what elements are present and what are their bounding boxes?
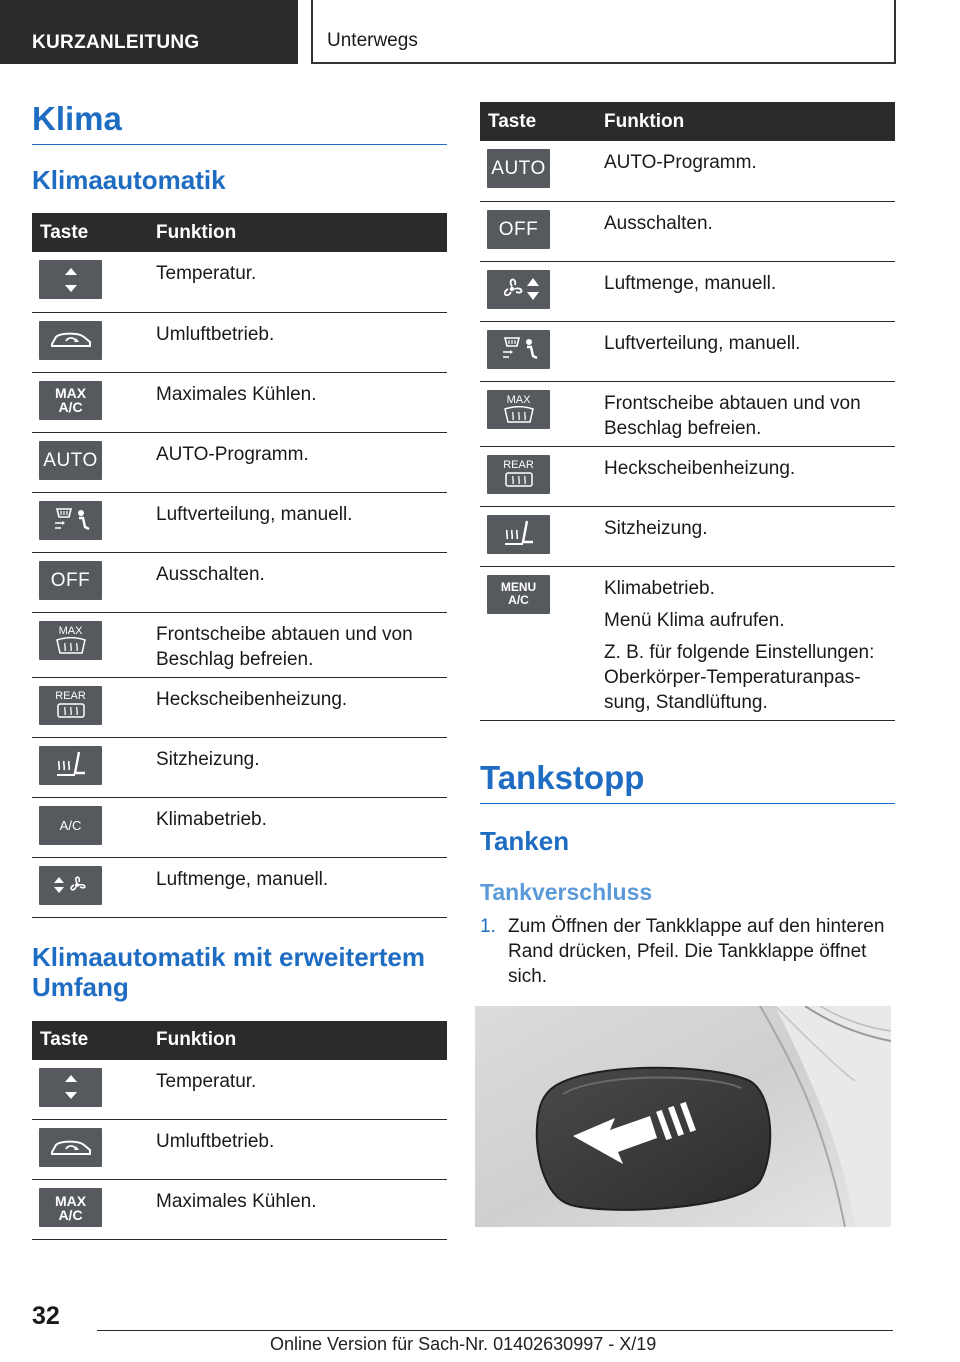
col-header-funktion: Funktion xyxy=(604,102,895,141)
function-cell xyxy=(604,446,895,506)
key-cell xyxy=(32,1060,156,1120)
climate-key-button xyxy=(487,149,550,188)
footer-divider xyxy=(97,1330,893,1331)
table-klimaautomatik xyxy=(32,213,447,918)
function-cell xyxy=(156,737,447,797)
key-cell xyxy=(32,252,156,312)
function-cell xyxy=(156,432,447,492)
function-text: Umluftbetrieb. xyxy=(156,1131,275,1152)
key-cell xyxy=(480,261,604,321)
max-ac-key-label: MAX A/C xyxy=(54,385,87,415)
function-cell xyxy=(604,566,895,720)
table-row xyxy=(32,312,447,372)
fuel-flap-image xyxy=(475,1006,891,1227)
function-cell xyxy=(156,252,447,312)
key-cell xyxy=(32,372,156,432)
page-header xyxy=(0,0,960,66)
windshield-defrost-icon xyxy=(502,406,536,424)
table-row xyxy=(32,737,447,797)
function-text: AUTO-Programm. xyxy=(604,152,757,173)
function-text: Luftverteilung, manuell. xyxy=(604,332,801,354)
step-item xyxy=(480,914,895,989)
function-text: Umluftbetrieb. xyxy=(156,323,275,345)
max-defrost-icon xyxy=(54,626,88,655)
section-title-tankstopp: Tankstopp xyxy=(480,759,895,804)
climate-key-button xyxy=(39,1128,102,1167)
key-cell xyxy=(32,797,156,857)
table-row xyxy=(32,1060,447,1120)
climate-key-button xyxy=(39,381,102,420)
rear-defrost-key-label: REAR xyxy=(503,458,534,471)
function-text: Z. B. für folgende Einstellungen: Oberkörper-Temperaturanpas-sung, Standlüftung. xyxy=(604,641,875,713)
key-cell xyxy=(32,857,156,917)
function-text: Frontscheibe abtauen und von Beschlag befreien. xyxy=(604,392,861,439)
function-cell xyxy=(604,261,895,321)
table-row xyxy=(32,677,447,737)
off-key-label: OFF xyxy=(50,569,91,591)
max-ac-key-label: MAX A/C xyxy=(54,1192,87,1223)
function-cell xyxy=(604,141,895,201)
subtitle-klimaautomatik: Klimaautomatik xyxy=(32,165,226,195)
col-header-funktion: Funktion xyxy=(156,1021,447,1060)
max-defrost-key-label: MAX xyxy=(58,624,83,637)
climate-key-button xyxy=(487,270,550,309)
recirculation-car-icon xyxy=(48,1136,94,1160)
function-cell xyxy=(156,312,447,372)
climate-key-button xyxy=(487,455,550,494)
right-column xyxy=(480,102,895,989)
windshield-defrost-icon xyxy=(54,637,88,655)
ac-key-label: A/C xyxy=(59,817,82,833)
climate-key-button xyxy=(39,686,102,725)
table-row xyxy=(32,252,447,312)
air-distribution-icon xyxy=(49,505,93,535)
auto-key-label: AUTO xyxy=(43,449,98,471)
table-row xyxy=(32,797,447,857)
key-cell xyxy=(480,506,604,566)
section-title-klima: Klima xyxy=(32,100,447,145)
function-text: Luftmenge, manuell. xyxy=(156,868,329,890)
col-header-funktion: Funktion xyxy=(156,213,447,252)
function-text: Temperatur. xyxy=(156,1070,257,1092)
climate-key-button xyxy=(39,1188,102,1227)
header-section: KURZANLEITUNG xyxy=(0,0,298,64)
climate-key-button xyxy=(487,575,550,614)
key-cell xyxy=(480,381,604,446)
table-row xyxy=(32,552,447,612)
key-cell xyxy=(32,677,156,737)
left-column xyxy=(32,100,447,1240)
function-cell xyxy=(156,1120,447,1180)
function-text: Sitzheizung. xyxy=(156,748,260,770)
auto-key-label: AUTO xyxy=(491,158,546,179)
max-defrost-icon xyxy=(502,395,536,424)
max-defrost-key-label: MAX xyxy=(506,393,531,406)
col-header-taste: Taste xyxy=(32,213,156,252)
function-text: Sitzheizung. xyxy=(604,517,708,539)
table-row xyxy=(480,446,895,506)
function-text: Klimabetrieb. xyxy=(604,577,715,599)
function-cell xyxy=(156,552,447,612)
key-cell xyxy=(480,201,604,261)
function-text: Frontscheibe abtauen und von Beschlag befreien. xyxy=(156,623,413,670)
function-cell xyxy=(156,372,447,432)
function-text: Luftverteilung, manuell. xyxy=(156,503,353,525)
climate-key-button xyxy=(39,621,102,660)
key-cell xyxy=(480,141,604,201)
step-number: 1. xyxy=(480,915,496,937)
climate-key-button xyxy=(39,806,102,845)
table-row xyxy=(480,141,895,201)
rear-defrost-key-label: REAR xyxy=(55,689,86,702)
function-cell xyxy=(604,381,895,446)
table-row xyxy=(32,1120,447,1180)
temperature-arrows-icon xyxy=(61,1072,81,1102)
function-text: Menü Klima aufrufen. xyxy=(604,609,785,631)
function-text: Maximales Kühlen. xyxy=(156,1191,317,1212)
function-cell xyxy=(604,506,895,566)
table-row xyxy=(480,506,895,566)
key-cell xyxy=(32,737,156,797)
air-distribution-icon xyxy=(497,334,541,364)
table-row xyxy=(480,261,895,321)
key-cell xyxy=(480,446,604,506)
table-klimaautomatik-erweitert xyxy=(32,1021,447,1241)
col-header-taste: Taste xyxy=(480,102,604,141)
key-cell xyxy=(32,1180,156,1240)
function-cell xyxy=(156,492,447,552)
subtitle-klimaautomatik-erweitert: Klimaautomatik mit erweitertem Umfang xyxy=(32,941,426,1002)
header-chapter: Unterwegs xyxy=(311,0,896,64)
table-row xyxy=(32,492,447,552)
function-cell xyxy=(156,1060,447,1120)
seat-heating-icon xyxy=(499,518,539,550)
table-row xyxy=(32,612,447,677)
function-text: Temperatur. xyxy=(156,263,257,284)
function-text: Klimabetrieb. xyxy=(156,808,267,830)
page-number: 32 xyxy=(32,1302,60,1330)
key-cell xyxy=(32,552,156,612)
table-row xyxy=(480,381,895,446)
function-text: Heckscheibenheizung. xyxy=(156,688,348,710)
climate-key-button xyxy=(487,210,550,249)
table-row xyxy=(480,201,895,261)
recirculation-car-icon xyxy=(48,328,94,352)
climate-key-button xyxy=(39,321,102,360)
table-row xyxy=(32,432,447,492)
function-text: Ausschalten. xyxy=(156,563,265,585)
fan-speed-icon xyxy=(51,872,91,898)
function-cell xyxy=(156,677,447,737)
rear-defrost-icon xyxy=(502,460,536,489)
function-cell xyxy=(604,201,895,261)
footer-text: Online Version für Sach-Nr. 01402630997 - X/19 xyxy=(270,1334,657,1354)
key-cell xyxy=(32,612,156,677)
rear-window-heat-icon xyxy=(54,702,88,720)
seat-heating-icon xyxy=(51,749,91,781)
function-text: Luftmenge, manuell. xyxy=(604,272,777,294)
function-text: AUTO-Programm. xyxy=(156,443,309,465)
col-header-taste: Taste xyxy=(32,1021,156,1060)
rear-defrost-icon xyxy=(54,691,88,720)
climate-key-button xyxy=(487,390,550,429)
function-text: Maximales Kühlen. xyxy=(156,383,317,405)
table-row xyxy=(480,321,895,381)
key-cell xyxy=(480,321,604,381)
function-cell xyxy=(156,797,447,857)
step-text: Zum Öffnen der Tankklappe auf den hinteren Rand drücken, Pfeil. Die Tankklappe öffnet sich. xyxy=(508,915,885,987)
subtitle-tanken: Tanken xyxy=(480,825,570,856)
function-cell xyxy=(156,612,447,677)
table-row xyxy=(32,372,447,432)
table-klimaautomatik-erweitert-fortsetzung xyxy=(480,102,895,721)
climate-key-button xyxy=(487,515,550,554)
function-cell xyxy=(156,857,447,917)
climate-key-button xyxy=(39,441,102,480)
climate-key-button xyxy=(39,866,102,905)
subtitle-tankverschluss: Tankverschluss xyxy=(480,878,653,905)
temperature-arrows-icon xyxy=(61,265,81,295)
climate-key-button xyxy=(487,330,550,369)
key-cell xyxy=(32,492,156,552)
climate-key-button xyxy=(39,561,102,600)
off-key-label: OFF xyxy=(498,218,539,240)
key-cell xyxy=(32,1120,156,1180)
key-cell xyxy=(480,566,604,720)
fan-speed-icon xyxy=(496,274,542,304)
function-text: Ausschalten. xyxy=(604,212,713,234)
menu-ac-key-label: MENU A/C xyxy=(500,580,537,607)
climate-key-button xyxy=(39,746,102,785)
table-row xyxy=(32,1180,447,1240)
rear-window-heat-icon xyxy=(502,471,536,489)
function-text: Heckscheibenheizung. xyxy=(604,457,796,479)
function-cell xyxy=(604,321,895,381)
climate-key-button xyxy=(39,501,102,540)
function-cell xyxy=(156,1180,447,1240)
climate-key-button xyxy=(39,1068,102,1107)
key-cell xyxy=(32,312,156,372)
key-cell xyxy=(32,432,156,492)
table-row xyxy=(32,857,447,917)
climate-key-button xyxy=(39,260,102,299)
table-row xyxy=(480,566,895,720)
